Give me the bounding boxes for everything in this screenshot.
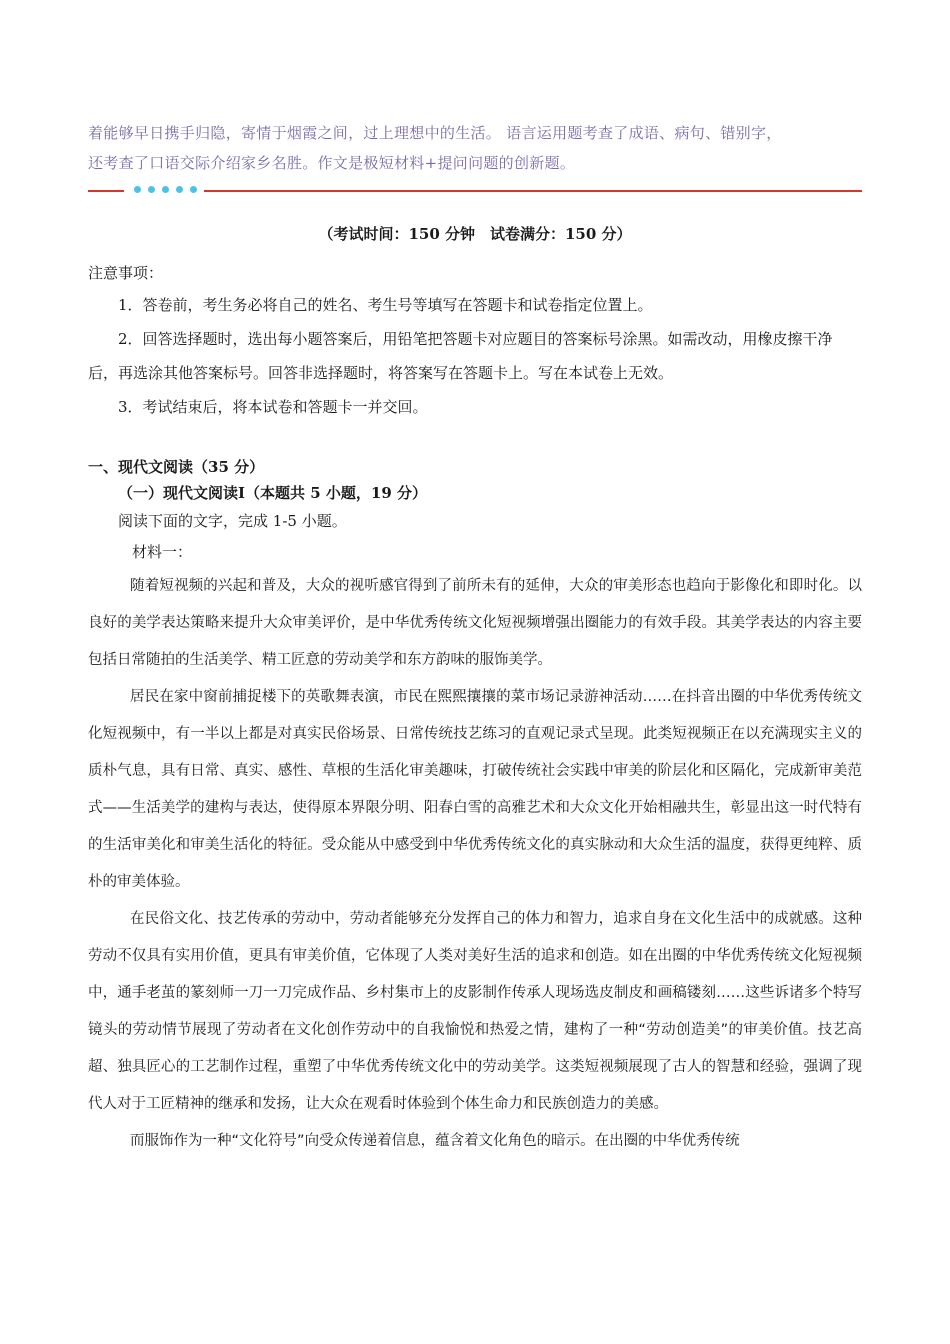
exam-info: （考试时间：150 分钟 试卷满分：150 分） <box>318 225 632 243</box>
dot-icon <box>190 186 197 193</box>
material-label: 材料一： <box>132 543 193 561</box>
intro-line-1: 着能够早日携手归隐，寄情于烟霞之间，过上理想中的生活。 语言运用题考查了成语、病句、错别字， <box>88 124 782 142</box>
dot-icon <box>148 186 155 193</box>
divider-line-right <box>204 190 862 192</box>
intro-line-2: 还考查了口语交际介绍家乡名胜。作文是极短材料+提问问题的创新题。 <box>88 154 576 172</box>
dot-icon <box>176 186 183 193</box>
intro-text <box>88 118 862 178</box>
reading-instruction: 阅读下面的文字，完成 1-5 小题。 <box>118 512 347 530</box>
note-item-3: 3．考试结束后，将本试卷和答题卡一并交回。 <box>118 398 428 416</box>
note-item-2: 2．回答选择题时，选出每小题答案后，用铅笔把答题卡对应题目的答案标号涂黑。如需改动，用橡皮擦干净后，再选涂其他答案标号。回答非选择题时，将答案写在答题卡上。写在本试卷上无效。 <box>88 330 833 382</box>
material-paragraph-1: 随着短视频的兴起和普及，大众的视听感官得到了前所未有的延伸，大众的审美形态也趋向于影像化和即时化。以良好的美学表达策略来提升大众审美评价，是中华优秀传统文化短视频增强出圈能力的有效手段。其美学表达的内容主要包括日常随拍的生活美学、精工匠意的劳动美学和东方韵味的服饰美学。 <box>88 578 862 668</box>
material-paragraph-3: 在民俗文化、技艺传承的劳动中，劳动者能够充分发挥自己的体力和智力，追求自身在文化生活中的成就感。这种劳动不仅具有实用价值，更具有审美价值，它体现了人类对美好生活的追求和创造。如在出圈的中华优秀传统文化短视频中，通手老茧的篆刻师一刀一刀完成作品、乡村集市上的皮影制作传承人现场选皮制皮和画稿镂刻……这些诉诸多个特写镜头的劳动情节展现了劳动者在文化创作劳动中的自我愉悦和热爱之情，建构了一种“劳动创造美”的审美价值。技艺高超、独具匠心的工艺制作过程，重塑了中华优秀传统文化中的劳动美学。这类短视频展现了古人的智慧和经验，强调了现代人对于工匠精神的继承和发扬，让大众在观看时体验到个体生命力和民族创造力的美感。 <box>88 911 862 1112</box>
divider-line-left <box>88 190 124 192</box>
notes-title: 注意事项： <box>88 264 164 282</box>
dot-icon <box>162 186 169 193</box>
section-title: 一、现代文阅读（35 分） <box>88 458 265 476</box>
section-subtitle: （一）现代文阅读Ⅰ（本题共 5 小题，19 分） <box>118 484 427 502</box>
note-item-1: 1．答卷前，考生务必将自己的姓名、考生号等填写在答题卡和试卷指定位置上。 <box>118 296 653 314</box>
divider-dots <box>134 186 197 193</box>
material-paragraph-4: 而服饰作为一种“文化符号”向受众传递着信息，蕴含着文化角色的暗示。在出圈的中华优秀传统 <box>130 1133 740 1149</box>
material-paragraph-2: 居民在家中窗前捕捉楼下的英歌舞表演，市民在熙熙攘攘的菜市场记录游神活动……在抖音出圈的中华优秀传统文化短视频中，有一半以上都是对真实民俗场景、日常传统技艺练习的直观记录式呈现。此类短视频正在以充满现实主义的质朴气息，具有日常、真实、感性、草根的生活化审美趣味，打破传统社会实践中审美的阶层化和区隔化，完成新审美范式——生活美学的建构与表达，使得原本界限分明、阳春白雪的高雅艺术和大众文化开始相融共生，彰显出这一时代特有的生活审美化和审美生活化的特征。受众能从中感受到中华优秀传统文化的真实脉动和大众生活的温度，获得更纯粹、质朴的审美体验。 <box>88 689 862 890</box>
decorative-divider <box>88 184 862 198</box>
dot-icon <box>134 186 141 193</box>
